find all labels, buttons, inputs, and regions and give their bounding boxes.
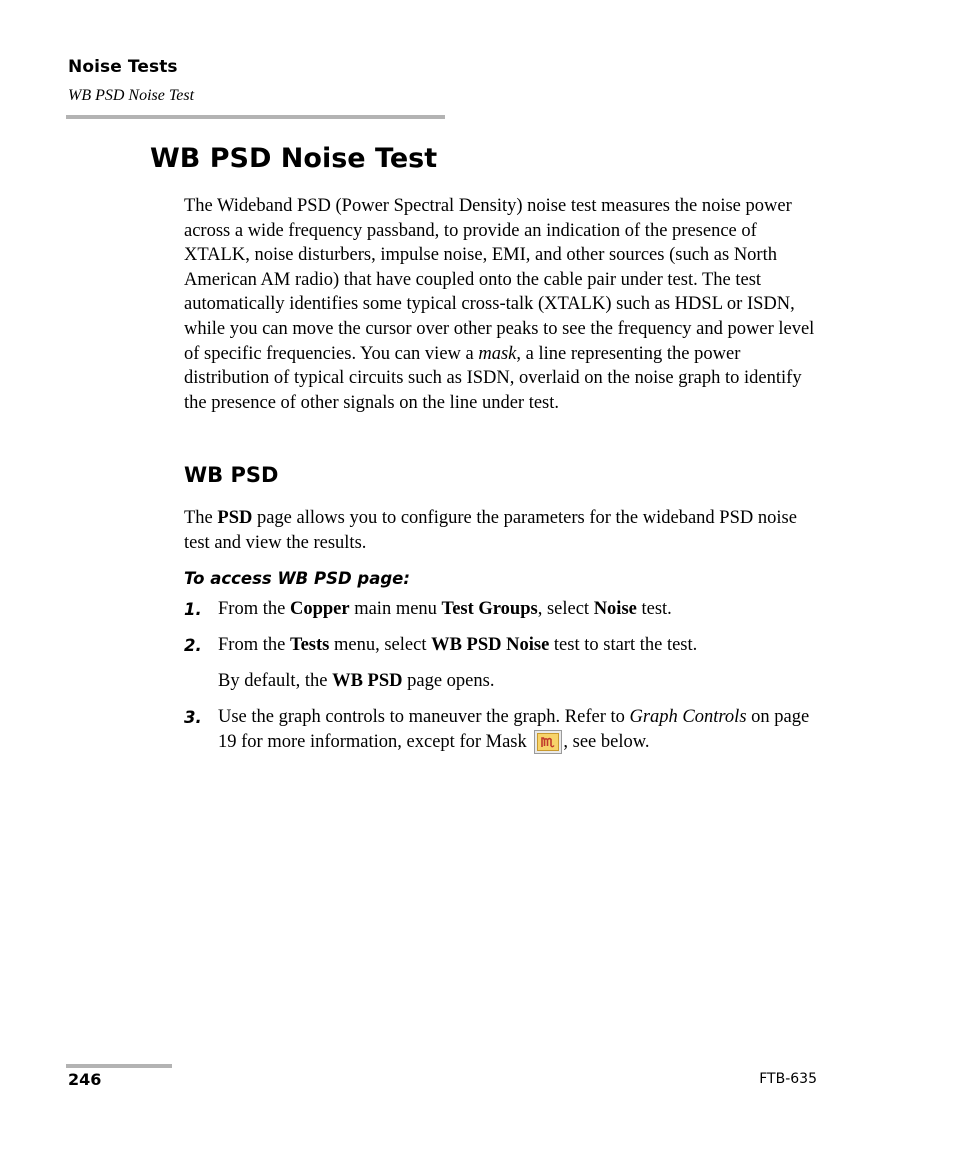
step-number: 3.: [184, 708, 202, 727]
step-1-text-d: test.: [636, 599, 672, 619]
step-text: [218, 597, 824, 622]
step-number: 2.: [184, 636, 202, 655]
intro-paragraph: [184, 194, 824, 415]
step-1-bold-test-groups: Test Groups: [441, 599, 538, 619]
step-number: 1.: [184, 600, 202, 619]
step-2-note-bold: WB PSD: [332, 671, 403, 691]
page-number: 246: [68, 1070, 102, 1089]
section-intro-text-2: page allows you to configure the parameters for the wideband PSD noise test and view the results.: [184, 508, 797, 553]
step-1-text-b: main menu: [349, 599, 442, 619]
footer-rule: [66, 1064, 172, 1068]
step-1-bold-copper: Copper: [289, 599, 350, 619]
mask-button-icon: [534, 730, 562, 754]
section-intro-text-1: The: [184, 508, 218, 528]
section-intro-paragraph: [184, 506, 824, 555]
running-head-chapter: Noise Tests: [68, 57, 178, 77]
section-intro-bold: PSD: [217, 508, 253, 528]
step-2-bold-tests: Tests: [289, 635, 330, 655]
step-1-bold-noise: Noise: [593, 599, 637, 619]
step-3-text-b: on page 19 for more information, except for Mask: [218, 707, 810, 752]
intro-mask-word: mask: [478, 343, 517, 364]
running-head-section: WB PSD Noise Test: [68, 87, 195, 104]
step-2-text-a: From the: [218, 635, 290, 655]
step-1-text-c: , select: [537, 599, 594, 619]
header-rule: [66, 115, 445, 119]
step-1-text-a: From the: [218, 599, 290, 619]
page-title: WB PSD Noise Test: [150, 143, 438, 174]
intro-text-1: The Wideband PSD (Power Spectral Density) noise test measures the noise power across a wide frequency passband, to provide an indication of the presence of XTALK, noise disturbers, impulse noise, EMI, and other sources (such as North American AM radio) that have coupled onto the cable pair under test. The test automatically identifies some typical cross-talk (XTALK) such as HDSL or ISDN, while you can move the cursor over other peaks to see the frequency and power level of specific frequencies. You can view a: [184, 196, 815, 364]
step-2-note-text-b: page opens.: [402, 671, 495, 691]
step-text: [218, 705, 824, 754]
product-name: FTB-635: [759, 1071, 817, 1087]
graph-controls-link[interactable]: Graph Controls: [629, 707, 747, 727]
step-text: [218, 633, 824, 658]
step-2-text-c: test to start the test.: [549, 635, 698, 655]
step-2-text-b: menu, select: [329, 635, 432, 655]
step-3-text-a: Use the graph controls to maneuver the graph. Refer to: [218, 707, 630, 727]
section-heading: WB PSD: [184, 463, 279, 487]
intro-text-2: , a line representing the power distribution of typical circuits such as ISDN, overlaid on the noise graph to identify the presence of other signals on the line under test.: [184, 343, 802, 413]
procedure-heading: To access WB PSD page:: [184, 569, 410, 588]
step-2-bold-wb-psd-noise: WB PSD Noise: [431, 635, 550, 655]
step-2-note-text-a: By default, the: [218, 671, 333, 691]
step-2-note: [218, 669, 494, 694]
step-3-text-c: , see below.: [563, 731, 650, 752]
